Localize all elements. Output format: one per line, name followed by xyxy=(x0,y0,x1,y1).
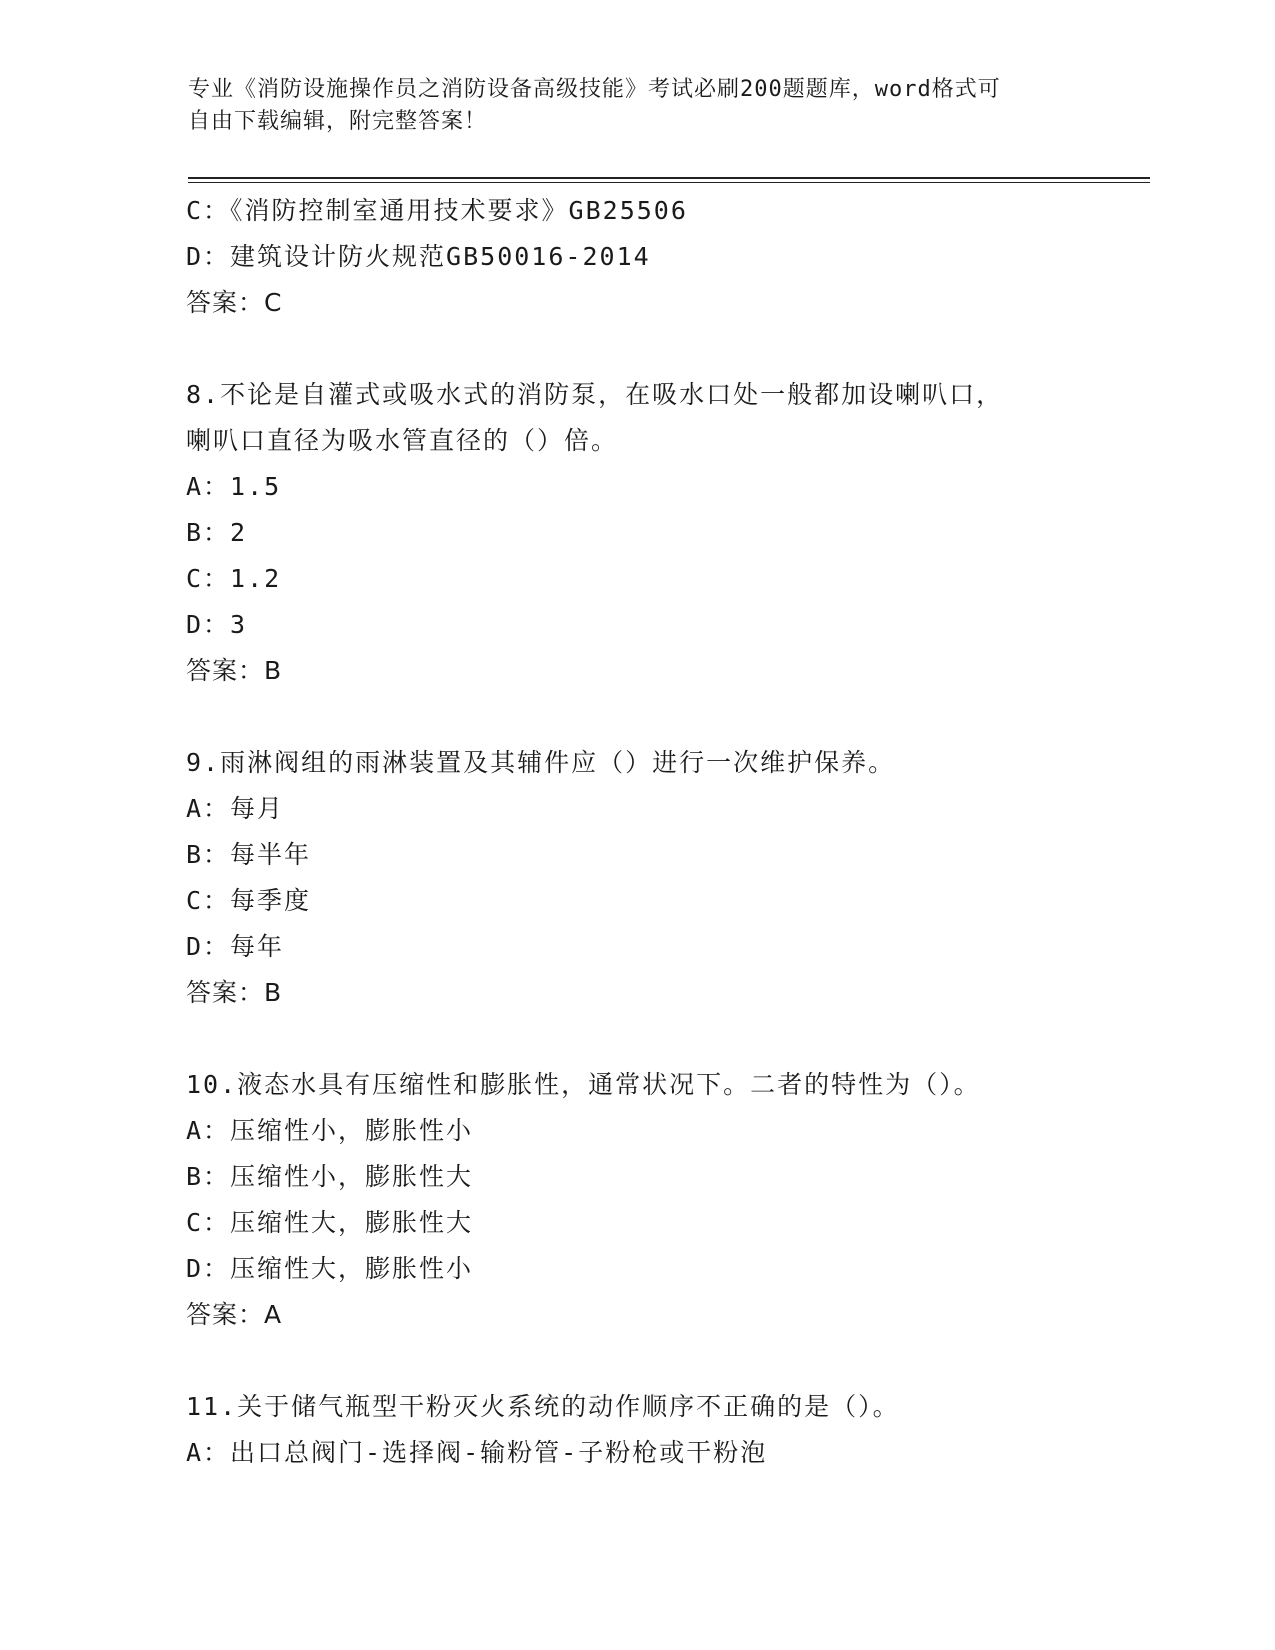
header-divider-thick xyxy=(188,177,1150,179)
block-spacer xyxy=(186,1016,1146,1062)
option-d: D：每年 xyxy=(186,932,285,961)
option-c: C：《消防控制室通用技术要求》GB25506 xyxy=(186,196,688,225)
question-text: 11.关于储气瓶型干粉灭火系统的动作顺序不正确的是（）。 xyxy=(186,1392,900,1421)
option-a: A：压缩性小，膨胀性小 xyxy=(186,1116,474,1145)
header-line-2: 自由下载编辑，附完整答案！ xyxy=(188,109,488,134)
answer-label: 答案：C xyxy=(186,288,283,317)
option-d: D：3 xyxy=(186,610,248,639)
block-spacer xyxy=(186,694,1146,740)
block-spacer xyxy=(186,1338,1146,1384)
answer-label: 答案：B xyxy=(186,656,283,685)
option-c: C：每季度 xyxy=(186,886,312,915)
option-a: A：每月 xyxy=(186,794,285,823)
question-block-8 xyxy=(186,372,1146,694)
question-block-9 xyxy=(186,740,1146,1016)
option-b: B：每半年 xyxy=(186,840,312,869)
block-spacer xyxy=(186,326,1146,372)
option-c: C：1.2 xyxy=(186,564,282,593)
question-text: 9.雨淋阀组的雨淋装置及其辅件应（）进行一次维护保养。 xyxy=(186,748,896,777)
header-divider-thin xyxy=(188,182,1150,183)
question-text: 喇叭口直径为吸水管直径的（）倍。 xyxy=(186,426,619,455)
option-d: D：建筑设计防火规范GB50016-2014 xyxy=(186,242,651,271)
question-text: 8.不论是自灌式或吸水式的消防泵，在吸水口处一般都加设喇叭口， xyxy=(186,380,1004,409)
question-block-7 xyxy=(186,188,1146,326)
question-content xyxy=(186,188,1146,1476)
answer-label: 答案：B xyxy=(186,978,283,1007)
option-a: A：出口总阀门-选择阀-输粉管-子粉枪或干粉泡 xyxy=(186,1438,768,1467)
option-b: B：2 xyxy=(186,518,248,547)
option-a: A：1.5 xyxy=(186,472,282,501)
option-c: C：压缩性大，膨胀性大 xyxy=(186,1208,474,1237)
question-block-10 xyxy=(186,1062,1146,1338)
header-line-1: 专业《消防设施操作员之消防设备高级技能》考试必刷200题题库，word格式可 xyxy=(188,77,1001,102)
option-b: B：压缩性小，膨胀性大 xyxy=(186,1162,474,1191)
answer-label: 答案：A xyxy=(186,1300,283,1329)
question-block-11 xyxy=(186,1384,1146,1476)
document-header xyxy=(188,74,1068,138)
question-text: 10.液态水具有压缩性和膨胀性，通常状况下。二者的特性为（）。 xyxy=(186,1070,981,1099)
option-d: D：压缩性大，膨胀性小 xyxy=(186,1254,474,1283)
